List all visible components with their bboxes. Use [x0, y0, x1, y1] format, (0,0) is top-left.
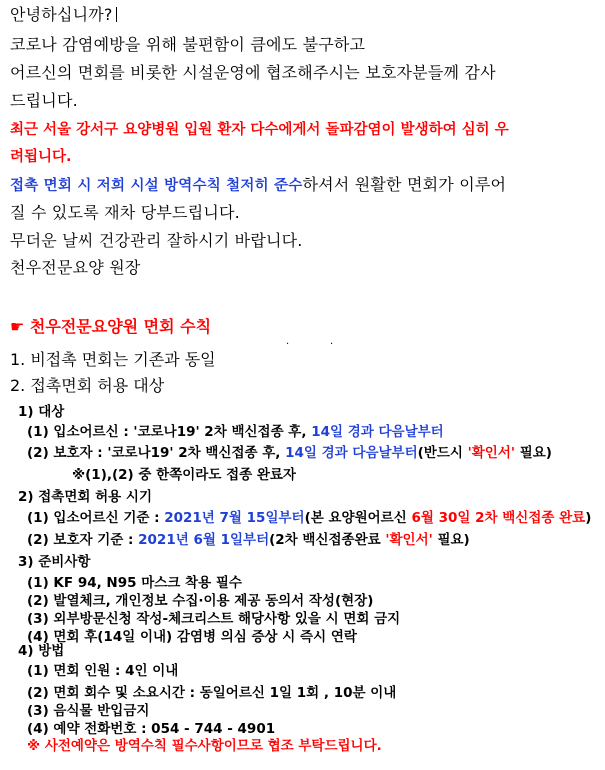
pointing-hand-icon: ☛ — [10, 317, 25, 336]
subsection-method: 4) 방법 — [18, 643, 65, 659]
prep-item-1: (1) KF 94, N95 마스크 착용 필수 — [27, 575, 242, 591]
target-note: ※(1),(2) 중 한쪽이라도 접종 완료자 — [72, 467, 296, 483]
request-emphasis: 접촉 면회 시 저희 시설 방역수칙 철저히 준수 — [10, 178, 303, 194]
prep-item-2: (2) 발열체크, 개인정보 수집·이용 제공 동의서 작성(현장) — [27, 593, 374, 609]
signature-line: 천우전문요양 원장 — [10, 258, 141, 277]
prep-item-3: (3) 외부방문신청 작성-체크리스트 해당사항 있을 시 면회 금지 — [27, 611, 401, 627]
warning-line-2: 려됩니다. — [10, 149, 72, 165]
method-item-4: (4) 예약 전화번호 : 054 - 744 - 4901 — [27, 721, 276, 737]
greeting-line[interactable] — [10, 4, 117, 26]
request-rest: 하셔서 원활한 면회가 이루어 — [302, 175, 507, 194]
stray-mark: . — [286, 336, 290, 347]
stray-mark: . — [330, 336, 334, 347]
greeting-text: 안녕하십니까? — [10, 5, 113, 24]
target-guardian: (2) 보호자 : '코로나19' 2차 백신접종 후, 14일 경과 다음날부터(반드시 '확인서' 필요) — [27, 445, 552, 461]
subsection-target: 1) 대상 — [18, 404, 65, 420]
section-heading — [10, 314, 211, 337]
method-note: ※ 사전예약은 방역수칙 필수사항이므로 협조 부탁드립니다. — [27, 738, 382, 754]
prep-item-4: (4) 면회 후(14일 이내) 감염병 의심 증상 시 즉시 연락 — [27, 629, 357, 645]
section-title: 천우전문요양원 면회 수칙 — [29, 317, 212, 336]
method-item-2: (2) 면회 회수 및 소요시간 : 동일어르신 1일 1회 , 10분 이내 — [27, 685, 397, 701]
rule-2: 2. 접촉면회 허용 대상 — [10, 376, 165, 395]
target-resident: (1) 입소어르신 : '코로나19' 2차 백신접종 후, 14일 경과 다음날부터 — [27, 424, 444, 440]
period-guardian: (2) 보호자 기준 : 2021년 6월 1일부터(2차 백신접종완료 '확인서' 필요) — [27, 532, 470, 548]
rule-1: 1. 비접촉 면회는 기존과 동일 — [10, 350, 216, 369]
subsection-preparation: 3) 준비사항 — [18, 554, 91, 570]
period-resident: (1) 입소어르신 기준 : 2021년 7월 15일부터(본 요양원어르신 6월 30일 2차 백신접종 완료) — [27, 510, 592, 526]
intro-line-2: 코로나 감염예방을 위해 불편함이 큼에도 불구하고 — [10, 35, 366, 54]
request-line — [10, 174, 506, 197]
text-cursor — [116, 7, 117, 22]
intro-line-7: 질 수 있도록 재차 당부드립니다. — [10, 203, 240, 222]
intro-line-3: 어르신의 면회를 비롯한 시설운영에 협조해주시는 보호자분들께 감사 — [10, 63, 496, 82]
warning-line-1: 최근 서울 강서구 요양병원 입원 환자 다수에게서 돌파감염이 발생하여 심히 우 — [10, 122, 509, 138]
intro-line-8: 무더운 날씨 건강관리 잘하시기 바랍니다. — [10, 231, 303, 250]
subsection-period: 2) 접촉면회 허용 시기 — [18, 489, 152, 505]
intro-line-4: 드립니다. — [10, 91, 78, 110]
method-item-3: (3) 음식물 반입금지 — [27, 703, 150, 719]
method-item-1: (1) 면회 인원 : 4인 이내 — [27, 663, 179, 679]
